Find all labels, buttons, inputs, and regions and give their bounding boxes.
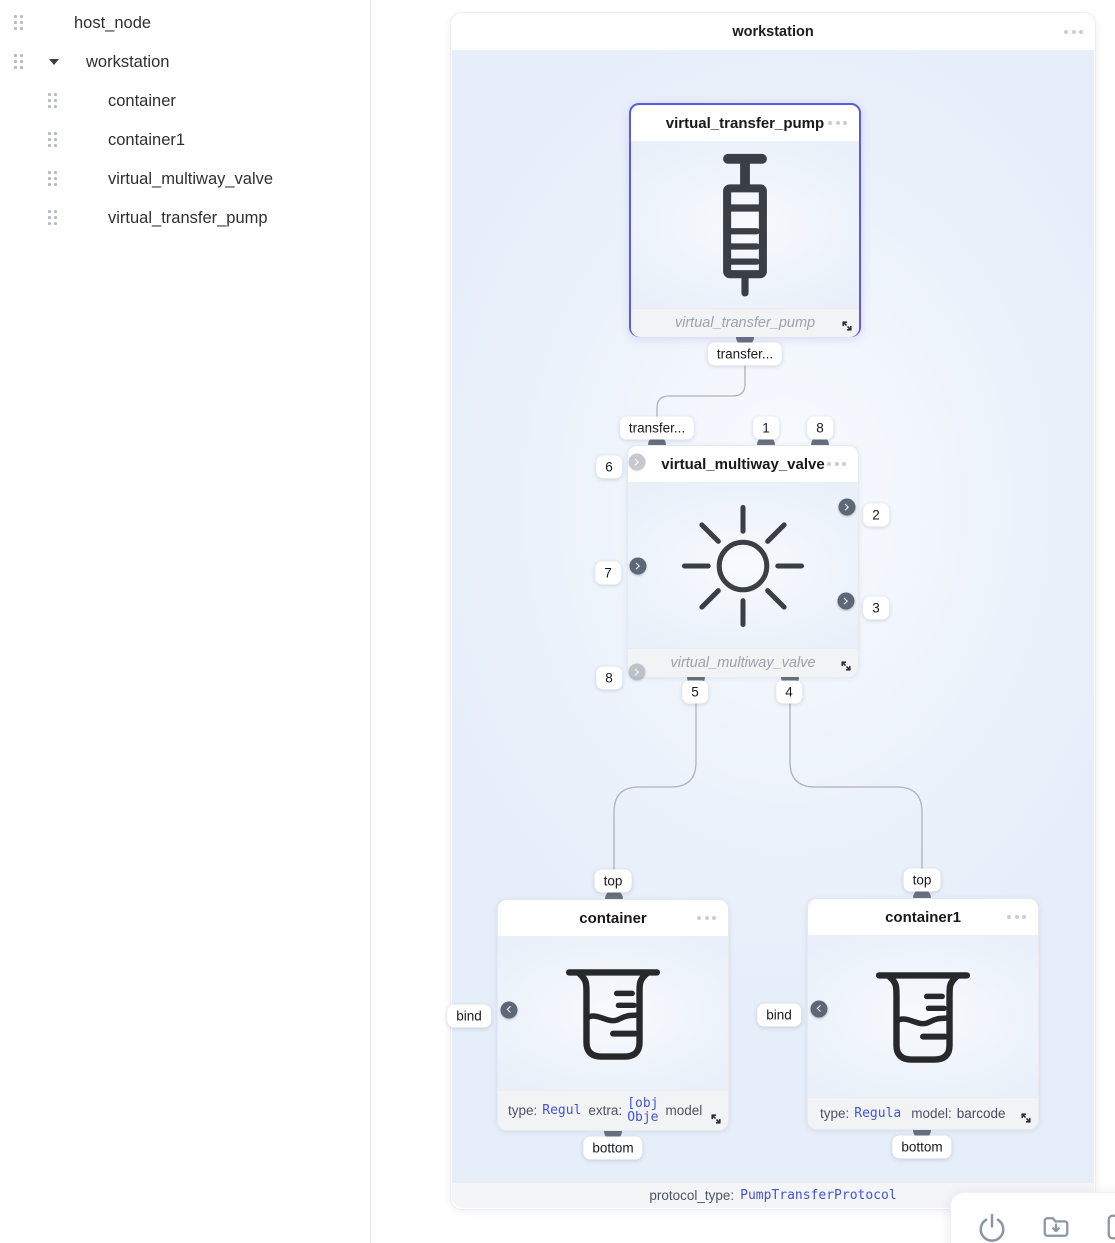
model-value: barcode xyxy=(956,1106,1006,1121)
container-title: container xyxy=(579,909,647,927)
port-label-container-top[interactable]: top xyxy=(595,870,632,893)
syringe-icon xyxy=(697,149,793,301)
ellipsis-menu-icon[interactable] xyxy=(697,916,716,920)
container-header xyxy=(498,900,728,937)
node-container[interactable] xyxy=(497,899,729,1131)
port-label-valve-4[interactable]: 4 xyxy=(776,681,802,704)
drag-handle-icon[interactable] xyxy=(14,54,24,70)
container-footer xyxy=(498,1090,728,1130)
valve-icon xyxy=(679,502,807,630)
port-label-valve-8-left[interactable]: 8 xyxy=(596,667,622,690)
valve-left-port-8[interactable] xyxy=(629,664,646,681)
type-label: type: xyxy=(508,1103,538,1118)
container1-header xyxy=(808,899,1038,936)
port-label-valve-1[interactable]: 1 xyxy=(753,417,779,440)
resize-handle-icon[interactable] xyxy=(709,1112,723,1126)
extra-value-line1: [obj xyxy=(627,1095,659,1111)
beaker-icon xyxy=(558,966,668,1062)
resize-handle-icon[interactable] xyxy=(839,659,853,673)
port-label-container1-bind[interactable]: bind xyxy=(757,1004,801,1027)
ellipsis-menu-icon[interactable] xyxy=(1007,915,1026,919)
pump-footer-name: virtual_transfer_pump xyxy=(674,315,816,331)
model-label: model xyxy=(665,1103,703,1118)
port-label-valve-8-top[interactable]: 8 xyxy=(807,417,833,440)
canvas-action-toolbar xyxy=(950,1192,1115,1243)
drag-handle-icon[interactable] xyxy=(48,171,58,187)
pump-header xyxy=(631,105,859,142)
valve-footer xyxy=(628,648,858,677)
pump-footer xyxy=(631,308,859,337)
caret-down-icon[interactable] xyxy=(49,59,59,65)
port-label-container1-bottom[interactable]: bottom xyxy=(892,1136,951,1159)
node-tree-sidebar xyxy=(0,0,371,1243)
extra-label: extra: xyxy=(588,1103,623,1118)
file-export-icon xyxy=(1105,1212,1115,1242)
sidebar-item-container1[interactable] xyxy=(0,123,371,157)
valve-right-port-2[interactable] xyxy=(839,499,856,516)
sidebar-item-label: virtual_multiway_valve xyxy=(108,169,274,188)
valve-title: virtual_multiway_valve xyxy=(661,455,825,473)
port-label-valve-5[interactable]: 5 xyxy=(682,681,708,704)
port-label-pump-transfer[interactable]: transfer... xyxy=(708,343,782,366)
port-label-valve-2[interactable]: 2 xyxy=(863,504,889,527)
port-label-valve-6[interactable]: 6 xyxy=(596,456,622,479)
sidebar-item-workstation[interactable] xyxy=(0,45,371,79)
ellipsis-menu-icon[interactable] xyxy=(827,462,846,466)
sidebar-item-virtual-transfer-pump[interactable] xyxy=(0,201,371,235)
valve-left-port-6[interactable] xyxy=(629,454,646,471)
resize-handle-icon[interactable] xyxy=(840,319,854,333)
export-button[interactable] xyxy=(1105,1212,1115,1242)
drag-handle-icon[interactable] xyxy=(14,15,24,31)
sidebar-item-label: container xyxy=(108,91,176,110)
power-icon xyxy=(977,1212,1007,1242)
sidebar-item-host-node[interactable] xyxy=(0,6,371,40)
type-label: type: xyxy=(820,1106,850,1121)
valve-left-port-7[interactable] xyxy=(630,558,647,575)
valve-header xyxy=(628,446,858,483)
port-label-valve-transfer[interactable]: transfer... xyxy=(620,417,694,440)
folder-download-icon xyxy=(1041,1212,1071,1242)
port-label-valve-3[interactable]: 3 xyxy=(863,597,889,620)
sidebar-item-container[interactable] xyxy=(0,84,371,118)
type-value: Regula xyxy=(854,1106,902,1121)
protocol-type-label: protocol_type: xyxy=(649,1188,735,1203)
drag-handle-icon[interactable] xyxy=(48,132,58,148)
container1-title: container1 xyxy=(885,908,961,926)
drag-handle-icon[interactable] xyxy=(48,93,58,109)
node-virtual-transfer-pump[interactable] xyxy=(629,103,861,337)
pump-body xyxy=(631,142,859,308)
ellipsis-menu-icon[interactable] xyxy=(828,121,847,125)
sidebar-item-label: container1 xyxy=(108,130,186,149)
workstation-title: workstation xyxy=(732,23,814,40)
sidebar-item-virtual-multiway-valve[interactable] xyxy=(0,162,371,196)
node-virtual-multiway-valve[interactable] xyxy=(627,445,859,677)
container1-body xyxy=(808,936,1038,1097)
valve-footer-name: virtual_multiway_valve xyxy=(670,655,816,671)
container1-bind-port[interactable] xyxy=(811,1001,828,1018)
ellipsis-menu-icon[interactable] xyxy=(1064,30,1083,34)
port-label-container-bind[interactable]: bind xyxy=(447,1005,491,1028)
power-button[interactable] xyxy=(977,1212,1007,1242)
node-container1[interactable] xyxy=(807,898,1039,1130)
drag-handle-icon[interactable] xyxy=(48,210,58,226)
sidebar-item-label: host_node xyxy=(74,13,152,32)
resize-handle-icon[interactable] xyxy=(1019,1111,1033,1125)
container-body xyxy=(498,937,728,1090)
type-value: Regul xyxy=(542,1103,582,1118)
sidebar-item-label: workstation xyxy=(86,52,170,71)
extra-value-line2: Obje xyxy=(627,1109,659,1125)
pump-title: virtual_transfer_pump xyxy=(665,114,825,132)
valve-right-port-3[interactable] xyxy=(838,593,855,610)
port-label-container1-top[interactable]: top xyxy=(904,869,941,892)
folder-download-button[interactable] xyxy=(1041,1212,1071,1242)
valve-body xyxy=(628,483,858,648)
port-label-valve-7[interactable]: 7 xyxy=(595,562,621,585)
port-label-container-bottom[interactable]: bottom xyxy=(583,1137,642,1160)
container1-footer xyxy=(808,1097,1038,1129)
protocol-type-value: PumpTransferProtocol xyxy=(740,1188,897,1203)
beaker-icon xyxy=(868,969,978,1065)
workstation-header xyxy=(451,13,1095,51)
container-bind-port[interactable] xyxy=(501,1002,518,1019)
model-label: model: xyxy=(911,1106,952,1121)
sidebar-item-label: virtual_transfer_pump xyxy=(108,208,268,227)
